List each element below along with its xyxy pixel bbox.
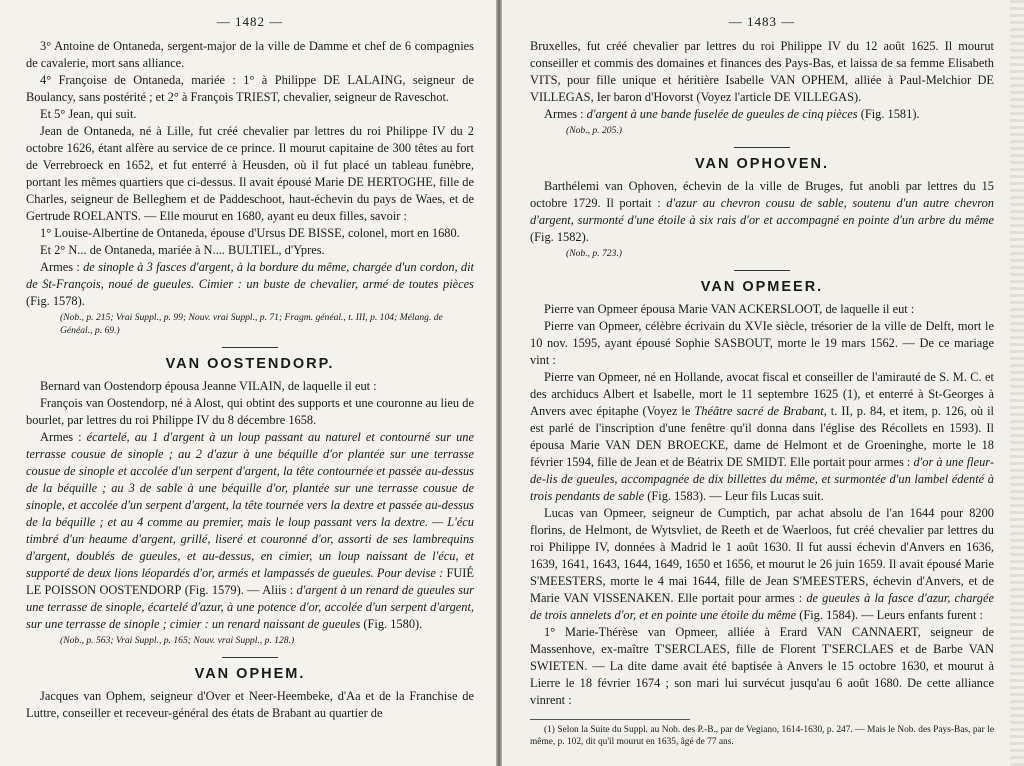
section-divider xyxy=(222,657,278,658)
book-title: Théâtre sacré de Brabant xyxy=(694,404,824,418)
source-note: (Nob., p. 215; Vrai Suppl., p. 99; Nouv. vrai Suppl., p. 71; Fragm. généal., t. III, p. 104; Mélang. de Généal., p. 69.) xyxy=(60,312,443,336)
arms-lead: Armes : xyxy=(544,107,587,121)
source-note: (Nob., p. 723.) xyxy=(566,248,622,259)
section-divider xyxy=(734,270,790,271)
footnote: (1) Selon la Suite du Suppl. au Nob. des P.-B., par de Vegiano, 1614-1630, p. 247. — Mais le Nob. des Pays-Bas, par le même, p. 102, dit qu'il mourut en 1635, âgé de 77 ans. xyxy=(530,725,994,747)
source-note: (Nob., p. 563; Vrai Suppl., p. 165; Nouv. vrai Suppl., p. 128.) xyxy=(60,635,295,646)
text-run: , t. II, p. 84, et item, p. 126, où il est parlé de l'inscription d'une fenêtre qu'il donna dans l'église des Récollets en 1593). Il épousa Marie VAN DEN BROECKE, dame de Helmont et de Groeninghe, morte le 18 février 1594, fille de Jean et de Béatrix DE SMIDT. Elle portait pour armes : xyxy=(530,404,995,469)
source-note: (Nob., p. 205.) xyxy=(566,125,622,136)
paragraph: 3° Antoine de Ontaneda, sergent-major de la ville de Damme et chef de 6 compagnies de cavalerie, mort sans alliance. xyxy=(26,39,474,70)
paragraph: Et 5° Jean, qui suit. xyxy=(40,107,137,121)
text-run: Barthélemi van Ophoven, échevin de la ville de Bruges, fut anobli par lettres du 15 octobre 1729. Il portait : xyxy=(530,179,994,210)
arms-lead: Armes : xyxy=(40,260,84,274)
section-heading-van-oostendorp: VAN OOSTENDORP. xyxy=(165,356,335,372)
figure-ref: (Fig. 1578). xyxy=(26,294,85,308)
paragraph xyxy=(530,369,994,505)
section-heading-van-ophoven: VAN OPHOVEN. xyxy=(694,156,830,172)
right-page xyxy=(502,0,1024,766)
section-divider xyxy=(222,347,278,348)
arms-blazon: écartelé, au 1 d'argent à un loup passant au naturel et contourné sur une terrasse cousue de sinople ; au 2 d'azur à une béquille d'or plantée sur une terrasse cousue de sinople et accolée d'un serpent d'argent, la tête contournée et passée au-dessus de la béquille ; au 3 de sable à une béquille d'or, plantée sur une terrasse cousue de sinople, et accolée d'un serpent d'argent, la tête tournée vers la dextre et passée au-dessus de la béquille ; et au 4 comme au premier, mais le loup passant vers la dextre. — L'écu timbré d'un heaume d'argent, grillé, liseré et couronné d'or, assorti de ses lambrequins d'argent, doublés de gueules, et au-dessus, en cimier, un loup naissant de l'écu, et supporté de deux lions léopardés d'or, armés et lampassés de gueules. Pour devise : xyxy=(26,430,474,580)
paragraph: 1° Marie-Thérèse van Opmeer, alliée à Erard VAN CANNAERT, seigneur de Massenhove, ex-maître T'SERCLAES, fille de Florent T'SERCLAES et de Barbe VAN SWIETEN. — La dite dame avait été baptisée à Anvers le 15 octobre 1630, et mourut à Lierre le 18 février 1674 ; son mari lui survécut jusqu'au 6 août 1680. De cette alliance vinrent : xyxy=(530,625,994,707)
arms-paragraph xyxy=(530,106,994,123)
figure-ref: (Fig. 1580). xyxy=(360,617,423,631)
section-divider xyxy=(734,147,790,148)
paragraph: Et 2° N... de Ontaneda, mariée à N.... BULTIEL, d'Ypres. xyxy=(40,243,325,257)
arms-blazon: de gueules à la fasce d'azur, chargée de trois annelets d'or, et en pointe une étoile du même xyxy=(530,591,994,622)
text-run: Pierre van Opmeer, né en Hollande, avocat fiscal et conseiller de l'amirauté de S. M. C. et des archiducs Albert et Isabelle, mort le 11 septembre 1625 (1), et enterré à St-Georges à Anvers avec épitaphe (Voyez le xyxy=(530,370,994,418)
text-run: Lucas van Opmeer, seigneur de Cumptich, par achat absolu de l'an 1644 pour 8200 florins, de Helmont, de Wytsvliet, de Reeth et de Waerloos, fut créé chevalier par lettres du roi Philippe IV, données à Madrid le 1 août 1630. Il fut aussi échevin d'Anvers en 1636, 1639, 1641, 1643, 1644, 1649, 1650 et 1656, et mourut le 26 juin 1659. Il avait épousé Marie S'MEESTERS, morte le 4 mai 1644, fille de Jean S'MEESTERS, échevin d'Anvers, et de Marie VAN VISSENAKEN. Elle portait pour armes : xyxy=(530,506,994,605)
footnote-divider xyxy=(530,719,690,720)
paragraph: 4° Françoise de Ontaneda, mariée : 1° à Philippe DE LALAING, seigneur de Boulancy, sans postérité ; et 2° à François TRIEST, chevalier, seigneur de Raveschot. xyxy=(26,73,474,104)
arms-blazon-alt: d'argent à un renard de gueules sur une terrasse de sinople, écartelé d'azur, à une potence d'or, accolée d'un serpent d'argent, sur une terrasse de sinople ; cimier : un renard naissant de gueules xyxy=(26,583,474,631)
paragraph: Pierre van Opmeer épousa Marie VAN ACKERSLOOT, de laquelle il eut : xyxy=(544,302,915,316)
figure-ref: (Fig. 1584). — Leurs enfants furent : xyxy=(796,608,983,622)
arms-paragraph xyxy=(26,429,474,633)
motto: FUIÉ LE POISSON OOSTENDORP xyxy=(26,566,474,597)
paragraph: 1° Louise-Albertine de Ontaneda, épouse d'Ursus DE BISSE, colonel, mort en 1680. xyxy=(40,226,460,240)
page-number-right: — 1483 — xyxy=(728,14,796,29)
paragraph: Jean de Ontaneda, né à Lille, fut créé chevalier par lettres du roi Philippe IV du 2 octobre 1626, étant alfère au service de ce prince. Il mourut capitaine de 300 têtes au fort de Verrebroeck en 1652, et fut enterré à Heusden, où il fut placé un tableau funèbre, portant les mêmes quartiers que ci-dessus. Il avait épousé Marie DE HERTOGHE, fille de Charles, seigneur de Belleghem et de Paddeschoot, haut-échevin du pays de Waes, et de Gertrude ROELANTS. — Elle mourut en 1680, ayant eu deux filles, savoir : xyxy=(26,124,474,223)
figure-ref: (Fig. 1583). — Leur fils Lucas suit. xyxy=(644,489,824,503)
figure-ref: (Fig. 1579). — Aliis : xyxy=(181,583,297,597)
section-heading-van-opmeer: VAN OPMEER. xyxy=(700,279,824,295)
arms-paragraph xyxy=(26,259,474,310)
page-number-left: — 1482 — xyxy=(216,14,284,29)
paragraph: Bruxelles, fut créé chevalier par lettres du roi Philippe IV du 12 août 1625. Il mourut conseiller et commis des domaines et finances des Pays-Bas, et laissa de sa femme Elisabeth VITS, pour fille unique et héritière Isabelle VAN OPHEM, alliée à Paul-Melchior DE VILLEGAS, Ier baron d'Hovorst (Voyez l'article DE VILLEGAS). xyxy=(530,39,994,104)
arms-blazon: de sinople à 3 fasces d'argent, à la bordure du même, chargée d'un cordon, dit de St-François, noué de gueules. Cimier : un buste de chevalier, armé de toutes pièces xyxy=(26,260,474,291)
figure-ref: (Fig. 1582). xyxy=(530,230,589,244)
scan-edge xyxy=(1010,0,1024,766)
section-heading-van-ophem: VAN OPHEM. xyxy=(194,666,306,682)
paragraph xyxy=(530,178,994,246)
paragraph: Pierre van Opmeer, célèbre écrivain du XVIe siècle, trésorier de la ville de Delft, mort le 10 nov. 1595, ayant épousé Sophie SASBOUT, morte le 19 mars 1562. — De ce mariage vint : xyxy=(530,319,994,367)
figure-ref: (Fig. 1581). xyxy=(857,107,920,121)
paragraph: Jacques van Ophem, seigneur d'Over et Neer-Heembeke, d'Aa et de la Franchise de Luttre, conseiller et receveur-général des états de Brabant au quartier de xyxy=(26,689,474,720)
paragraph xyxy=(530,505,994,624)
paragraph: Bernard van Oostendorp épousa Jeanne VILAIN, de laquelle il eut : xyxy=(40,379,377,393)
paragraph: François van Oostendorp, né à Alost, qui obtint des supports et une couronne au lieu de bourlet, par lettres du roi Philippe IV du 8 décembre 1658. xyxy=(26,396,474,427)
arms-lead: Armes : xyxy=(40,430,87,444)
arms-blazon: d'argent à une bande fuselée de gueules de cinq pièces xyxy=(586,107,858,121)
left-page xyxy=(0,0,496,766)
arms-blazon: d'or à une fleur-de-lis de gueules, accompagnée de dix billettes du même, et surmontée d'un lambel édenté à trois pendants de sable xyxy=(530,455,994,503)
arms-blazon: d'azur au chevron cousu de sable, soutenu d'un autre chevron d'argent, surmonté d'une étoile à six rais d'or et accompagné en pointe d'un arbre du même xyxy=(530,196,994,227)
